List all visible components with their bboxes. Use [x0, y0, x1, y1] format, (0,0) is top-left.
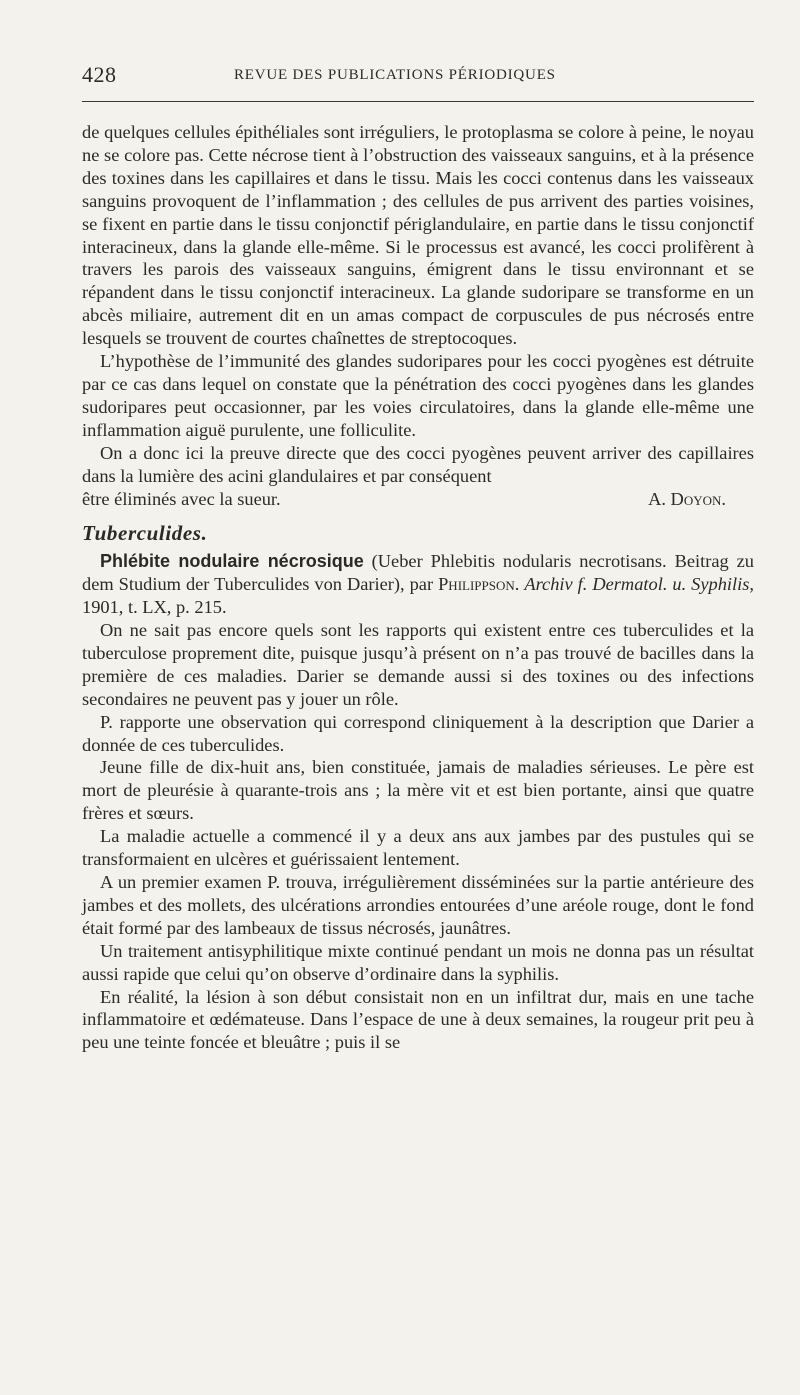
paragraph-3-end [82, 488, 754, 511]
section-heading: Tuberculides. [82, 521, 208, 546]
paragraph-3: On a donc ici la preuve directe que des cocci pyogènes peuvent arriver des capillaires dans la lumière des acini glandulaires et par conséquent [82, 442, 754, 486]
paragraph-5: P. rapporte une observation qui correspond cliniquement à la description que Darier a donnée de ces tuberculides. [82, 711, 754, 755]
running-head: REVUE DES PUBLICATIONS PÉRIODIQUES [234, 67, 556, 83]
paragraph-8: A un premier examen P. trouva, irrégulièrement disséminées sur la partie antérieure des jambes et des mollets, des ulcérations arrondies entourées d’une aréole rouge, dont le fond était formé par des lambeaux de tissus nécrosés, jaunâtres. [82, 872, 754, 938]
article-author: Philippson. [438, 574, 520, 595]
header-rule [82, 101, 754, 102]
page-header [82, 62, 754, 92]
paragraph-9: Un traitement antisyphilitique mixte continué pendant un mois ne donna pas un résultat aussi rapide que celui qu’on observe d’ordinaire dans la syphilis. [82, 940, 754, 984]
paragraph-10: En réalité, la lésion à son début consistait non en un infiltrat dur, mais en une tache inflammatoire et œdémateuse. Dans l’espace de une à deux semaines, la rougeur prit peu à peu une teinte foncée et bleuâtre ; puis il se [82, 986, 754, 1053]
article-title: Phlébite nodulaire nécrosique [100, 551, 364, 572]
paragraph-1: de quelques cellules épithéliales sont irréguliers, le protoplasma se colore à peine, le noyau ne se colore pas. Cette nécrose tient à l’obstruction des vaisseaux sanguins, et à la présence des toxines dans les capillaires et dans le tissu. Mais les cocci contenus dans les vaisseaux sanguins provoquent de l’inflammation ; des cellules de pus arrivent des parties voisines, se fixent en partie dans le tissu conjonctif périglandulaire, en partie dans le tissu conjonctif interacineux, dans la glande elle-même. Si le processus est avancé, les cocci prolifèrent à travers les parois des vaisseaux sanguins, émigrent dans le tissu environnant et se répandent dans le tissu conjonctif interacineux. La glande sudoripare se transforme en un abcès miliaire, autrement dit en un amas compact de corpuscules de pus nécrosés entre lesquels se trouvent de courtes chaînettes de streptocoques. [82, 122, 754, 349]
paragraph-4: On ne sait pas encore quels sont les rapports qui existent entre ces tuberculides et la tuberculose proprement dite, puisque jusqu’à présent on n’a pas trouvé de bacilles dans la première de ces maladies. Darier se demande aussi si des toxines ou des infections secondaires ne peuvent pas y jouer un rôle. [82, 620, 754, 709]
page-number: 428 [82, 62, 117, 87]
paragraph-7: La maladie actuelle a commencé il y a deux ans aux jambes par des pustules qui se transformaient en ulcères et guérissaient lentement. [82, 826, 754, 870]
article-ref-c: 1901, t. LX, p. 215. [82, 597, 227, 618]
article-ref-a: (Ueber Phlebitis nodularis necrotisans. Beitrag zu dem Studium der Tuberculides von Darier), par [82, 551, 754, 595]
paragraph-2: L’hypothèse de l’immunité des glandes sudoripares pour les cocci pyogènes est détruite par ce cas dans lequel on constate que la pénétration des cocci pyogènes dans les glandes sudoripares peut occasionner, par les voies circulatoires, dans la glande elle-même une inflammation aiguë purulente, une folliculite. [82, 351, 754, 440]
paragraph-3-end-text: être éliminés avec la sueur. [82, 488, 281, 509]
body-text [82, 121, 754, 1054]
reviewer-signature: A. Doyon. [648, 488, 726, 509]
paragraph-6: Jeune fille de dix-huit ans, bien constituée, jamais de maladies sérieuses. Le père est mort de pleurésie à quarante-trois ans ; la mère vit et est bien portante, ainsi que quatre frères et sœurs. [82, 757, 754, 824]
article-reference [82, 550, 754, 619]
article-journal: Archiv f. Dermatol. u. Syphilis, [524, 574, 754, 595]
